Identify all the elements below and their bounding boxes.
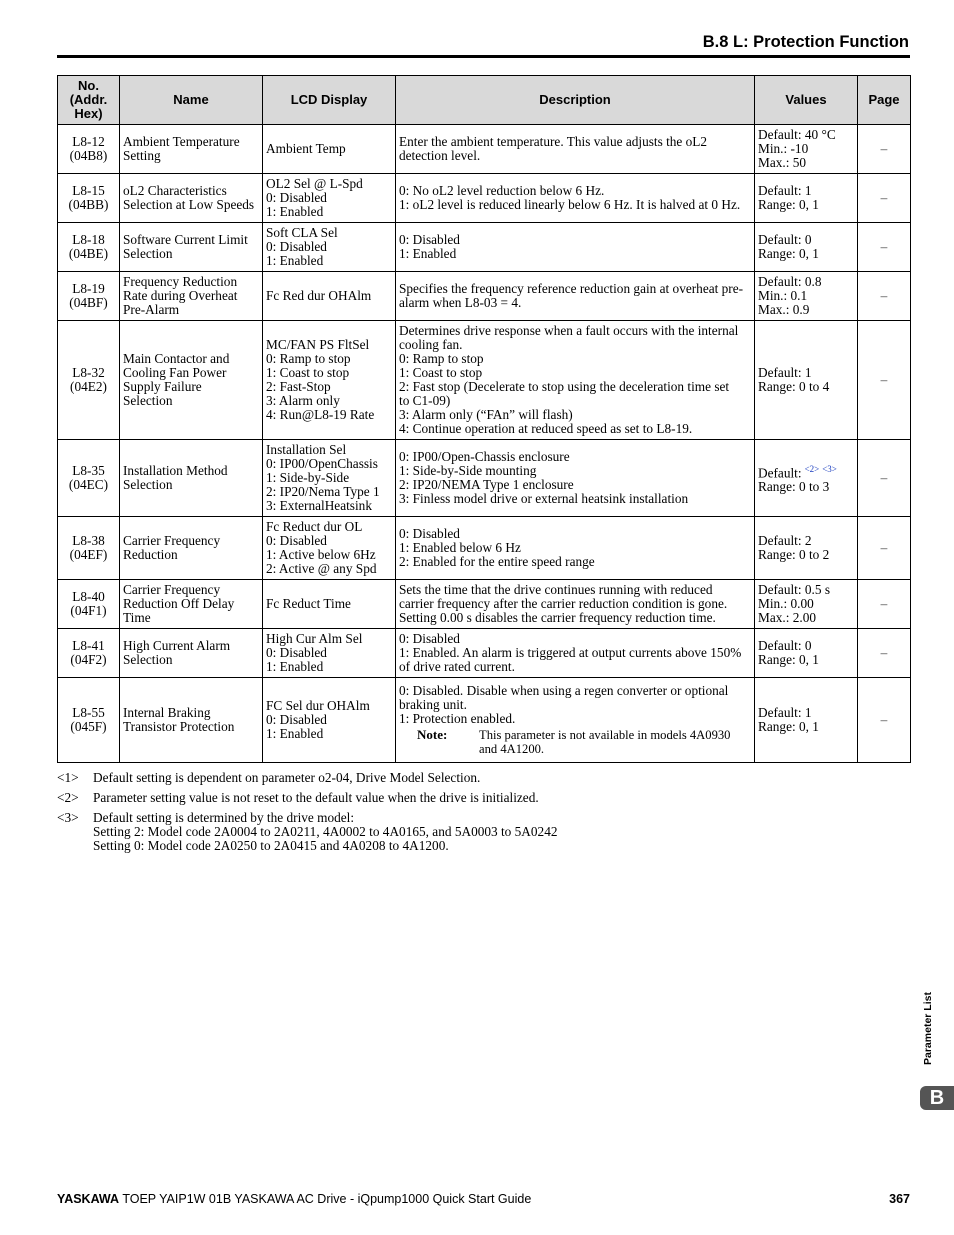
page-ref: –	[858, 174, 911, 223]
footnote: <3> Default setting is determined by the drive model: Setting 2: Model code 2A0004 to 2A0211, 4A0002 to 4A0165, and 5A0003 to 5A0242 Setting 0: Model code 2A0250 to 2A0415 and 4A0208 to 4A1200.	[57, 810, 558, 853]
table-header-row	[58, 76, 911, 125]
header-page: Page	[858, 76, 911, 125]
parameter-name: Carrier Frequency Reduction	[120, 517, 263, 580]
parameter-number: L8-40 (04F1)	[58, 580, 120, 629]
footnote: <1> Default setting is dependent on parameter o2-04, Drive Model Selection.	[57, 770, 481, 785]
lcd-display: Fc Reduct dur OL 0: Disabled 1: Active below 6Hz 2: Active @ any Spd	[263, 517, 396, 580]
parameter-number: L8-32 (04E2)	[58, 321, 120, 440]
parameter-number: L8-38 (04EF)	[58, 517, 120, 580]
parameter-name: Main Contactor and Cooling Fan Power Supply Failure Selection	[120, 321, 263, 440]
parameter-values: Default: 0 Range: 0, 1	[755, 223, 858, 272]
parameter-description: Sets the time that the drive continues running with reduced carrier frequency after the carrier reduction condition is gone. Setting 0.00 s disables the carrier frequency reduction time.	[396, 580, 755, 629]
parameter-number: L8-41 (04F2)	[58, 629, 120, 678]
table-row	[58, 321, 911, 440]
appendix-tab[interactable]: B	[920, 1086, 954, 1110]
parameter-values: Default: $^{<2>}$ $^{<3>}$ Range: 0 to 3	[755, 440, 858, 517]
parameter-name: Carrier Frequency Reduction Off Delay Time	[120, 580, 263, 629]
parameter-number: L8-55 (045F)	[58, 678, 120, 763]
lcd-display: Installation Sel 0: IP00/OpenChassis 1: Side-by-Side 2: IP20/Nema Type 1 3: ExternalHeatsink	[263, 440, 396, 517]
page-ref: –	[858, 678, 911, 763]
parameter-values: Default: 1 Range: 0 to 4	[755, 321, 858, 440]
table-row	[58, 174, 911, 223]
table-row	[58, 629, 911, 678]
parameter-values: Default: 0.8 Min.: 0.1 Max.: 0.9	[755, 272, 858, 321]
parameter-values: Default: 40 °C Min.: -10 Max.: 50	[755, 125, 858, 174]
parameter-description: Determines drive response when a fault occurs with the internal cooling fan. 0: Ramp to stop 1: Coast to stop 2: Fast stop (Decelerate to stop using the deceleration time set to C1-09) 3: Alarm only (“FAn” will flash) 4: Continue operation at reduced speed as set to L8-19.	[396, 321, 755, 440]
parameter-description: 0: Disabled. Disable when using a regen converter or optional braking unit. 1: Protection enabled. Note: This parameter is not available in models 4A0930 and 4A1200.	[396, 678, 755, 763]
page-ref: –	[858, 440, 911, 517]
page-ref: –	[858, 629, 911, 678]
parameter-name: Installation Method Selection	[120, 440, 263, 517]
page-footer	[57, 1192, 910, 1206]
footer-doc-title: TOEP YAIP1W 01B YASKAWA AC Drive - iQpump1000 Quick Start Guide	[122, 1192, 532, 1206]
parameter-description: 0: Disabled 1: Enabled. An alarm is triggered at output currents above 150% of drive rated current.	[396, 629, 755, 678]
parameter-name: High Current Alarm Selection	[120, 629, 263, 678]
parameter-values: Default: 1 Range: 0, 1	[755, 678, 858, 763]
lcd-display: MC/FAN PS FltSel 0: Ramp to stop 1: Coast to stop 2: Fast-Stop 3: Alarm only 4: Run@L8-19 Rate	[263, 321, 396, 440]
parameter-table	[57, 75, 911, 763]
side-section-label: Parameter List	[922, 992, 934, 1065]
footnote-ref-link[interactable]: <3>	[822, 463, 837, 474]
page-ref: –	[858, 272, 911, 321]
lcd-display: Fc Reduct Time	[263, 580, 396, 629]
footnote-ref-link[interactable]: <2>	[804, 463, 820, 474]
header-values: Values	[755, 76, 858, 125]
lcd-display: OL2 Sel @ L-Spd 0: Disabled 1: Enabled	[263, 174, 396, 223]
header-description: Description	[396, 76, 755, 125]
parameter-description: 0: Disabled 1: Enabled below 6 Hz 2: Enabled for the entire speed range	[396, 517, 755, 580]
table-row	[58, 517, 911, 580]
lcd-display: Ambient Temp	[263, 125, 396, 174]
lcd-display: Soft CLA Sel 0: Disabled 1: Enabled	[263, 223, 396, 272]
parameter-name: oL2 Characteristics Selection at Low Speeds	[120, 174, 263, 223]
lcd-display: FC Sel dur OHAlm 0: Disabled 1: Enabled	[263, 678, 396, 763]
page-number: 367	[889, 1192, 910, 1206]
footer-brand: YASKAWA	[57, 1192, 120, 1206]
parameter-values: Default: 0 Range: 0, 1	[755, 629, 858, 678]
parameter-number: L8-15 (04BB)	[58, 174, 120, 223]
footnotes	[57, 771, 910, 859]
header-lcd-display: LCD Display	[263, 76, 396, 125]
parameter-name: Software Current Limit Selection	[120, 223, 263, 272]
table-row	[58, 125, 911, 174]
page-ref: –	[858, 580, 911, 629]
table-row	[58, 580, 911, 629]
lcd-display: Fc Red dur OHAlm	[263, 272, 396, 321]
parameter-description: 0: No oL2 level reduction below 6 Hz. 1: oL2 level is reduced linearly below 6 Hz. It is halved at 0 Hz.	[396, 174, 755, 223]
parameter-number: L8-12 (04B8)	[58, 125, 120, 174]
parameter-description: 0: IP00/Open-Chassis enclosure 1: Side-by-Side mounting 2: IP20/NEMA Type 1 enclosure 3: Finless model drive or external heatsink installation	[396, 440, 755, 517]
parameter-number: L8-19 (04BF)	[58, 272, 120, 321]
table-row	[58, 678, 911, 763]
header-no: No. (Addr. Hex)	[58, 76, 120, 125]
page-ref: –	[858, 321, 911, 440]
parameter-values: Default: 1 Range: 0, 1	[755, 174, 858, 223]
parameter-name: Ambient Temperature Setting	[120, 125, 263, 174]
header-name: Name	[120, 76, 263, 125]
page-ref: –	[858, 517, 911, 580]
parameter-description: Enter the ambient temperature. This value adjusts the oL2 detection level.	[396, 125, 755, 174]
parameter-number: L8-18 (04BE)	[58, 223, 120, 272]
note: Note: This parameter is not available in models 4A0930 and 4A1200.	[417, 727, 731, 756]
table-row	[58, 272, 911, 321]
parameter-description: 0: Disabled 1: Enabled	[396, 223, 755, 272]
parameter-description: Specifies the frequency reference reduction gain at overheat pre- alarm when L8-03 = 4.	[396, 272, 755, 321]
parameter-name: Internal Braking Transistor Protection	[120, 678, 263, 763]
parameter-values: Default: 2 Range: 0 to 2	[755, 517, 858, 580]
footnote: <2> Parameter setting value is not reset to the default value when the drive is initialized.	[57, 790, 539, 805]
title-rule	[57, 55, 910, 58]
parameter-number: L8-35 (04EC)	[58, 440, 120, 517]
page-ref: –	[858, 125, 911, 174]
page-ref: –	[858, 223, 911, 272]
parameter-values: Default: 0.5 s Min.: 0.00 Max.: 2.00	[755, 580, 858, 629]
section-title: B.8 L: Protection Function	[702, 33, 909, 51]
table-row	[58, 223, 911, 272]
lcd-display: High Cur Alm Sel 0: Disabled 1: Enabled	[263, 629, 396, 678]
table-row	[58, 440, 911, 517]
parameter-name: Frequency Reduction Rate during Overheat Pre-Alarm	[120, 272, 263, 321]
